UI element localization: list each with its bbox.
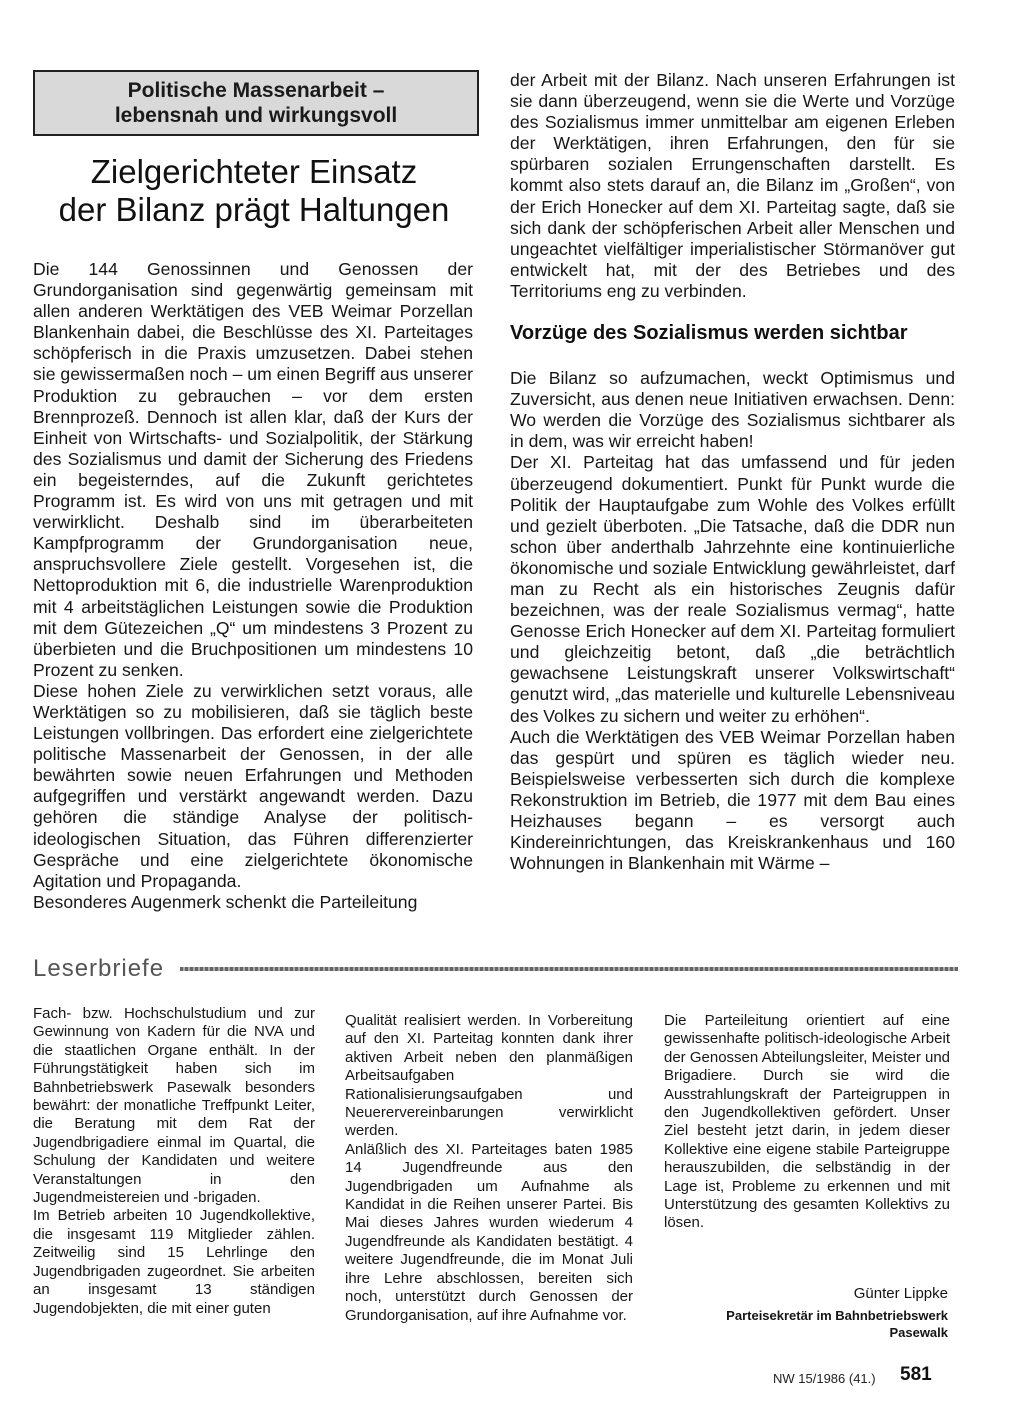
page-number: 581 (900, 1364, 932, 1385)
article-subheading: Vorzüge des Sozialismus werden sichtbar (510, 322, 908, 345)
letter-column-1 (33, 1005, 315, 1318)
letter-author: Günter Lippke (853, 1285, 948, 1302)
letter-paragraph: Qualität realisiert werden. In Vorbereitung auf den XI. Parteitag konnten dank ihrer aktiven Arbeit neben den planmäßigen Arbeitsaufgaben Rationalisierungsaufgaben und Neuerervereinbarungen verwirklicht werden. (345, 1012, 633, 1140)
article-paragraph: Der XI. Parteitag hat das umfassend und für jeden überzeugend dokumentiert. Punkt für Punkt wurde die Politik der Hauptaufgabe zum Wohle des Volkes erfüllt und gezielt überboten. „Die Tatsache, daß die DDR nun schon über anderthalb Jahrzehnte eine kontinuierliche ökonomische und soziale Entwicklung gewährleistet, darf man zu Recht als ein historisches Zeugnis dafür bezeichnen, was der reale Sozialismus vermag“, hatte Genosse Erich Honecker auf dem XI. Parteitag formuliert und gleichzeitig betont, daß „die beträchtlich gewachsene Leistungskraft unserer Volkswirtschaft“ genutzt wird, „das materielle und kulturelle Lebensniveau des Volkes zu sichern und weiter zu erhöhen“. (510, 452, 955, 726)
letter-column-3 (664, 1012, 950, 1233)
letter-column-2 (345, 1012, 633, 1325)
letter-paragraph: Fach- bzw. Hochschulstudium und zur Gewinnung von Kadern für die NVA und die staatlichen Organe enthält. In der Führungstätigkeit haben sich im Bahnbetriebswerk Pasewalk besonders bewährt: der monatliche Treffpunkt Leiter, die Beratung mit dem Rat der Jugendbrigadiere einmal im Quartal, die Schulung der Kandidaten und weitere Veranstaltungen in den Jugendmeistereien und -brigaden. (33, 1005, 315, 1207)
article-paragraph: Diese hohen Ziele zu verwirklichen setzt voraus, alle Werktätigen so zu mobilisieren, daß sie täglich beste Leistungen vollbringen. Das erfordert eine zielgerichtete politische Massenarbeit der Genossen, in der alle bewährten sowie neuen Erfahrungen und Methoden aufgegriffen und verstärkt angewandt werden. Dazu gehören die ständige Analyse der politisch-ideologischen Situation, das Führen differenzierter Gespräche und eine zielgerichtete ökonomische Agitation und Propaganda. (33, 680, 473, 891)
article-column-2 (510, 70, 955, 874)
section-label-leserbriefe: Leserbriefe (33, 955, 165, 982)
kicker-box (33, 70, 479, 136)
article-headline (33, 153, 475, 229)
article-paragraph: Die 144 Genossinnen und Genossen der Grundorganisation sind gegenwärtig gemeinsam mit allen anderen Werktätigen des VEB Weimar Porzellan Blankenhain dabei, die Beschlüsse des XI. Parteitages schöpferisch in die Praxis umzusetzen. Dabei stehen sie gewissermaßen noch – um einen Begriff aus unserer Produktion zu gebrauchen – vor dem ersten Brennprozeß. Dennoch ist allen klar, daß der Kurs der Einheit von Wirtschafts- und Sozialpolitik, der Stärkung des Sozialismus und damit der Sicherung des Friedens ein begeisterndes, auf die Zukunft gerichtetes Programm ist. Es wird von uns mit getragen und mit verwirklicht. Deshalb sind im überarbeiteten Kampfprogramm der Grundorganisation neue, anspruchsvollere Ziele gestellt. Vorgesehen ist, die Nettoproduktion mit 6, die industrielle Warenproduktion mit 4 arbeitstäglichen Leistungen sowie die Produktion mit dem Gütezeichen „Q“ um mindestens 3 Prozent zu überbieten und die Bruchpositionen um mindestens 10 Prozent zu senken. (33, 259, 473, 680)
headline-line-2: der Bilanz prägt Haltungen (58, 191, 450, 228)
issue-reference: NW 15/1986 (41.) (773, 1371, 876, 1386)
letter-paragraph: Die Parteileitung orientiert auf eine gewissenhafte politisch-ideologische Arbeit der Genossen Abteilungsleiter, Meister und Brigadiere. Durch sie wird die Ausstrahlungskraft der Parteigruppen in den Jugendkollektiven gefördert. Unser Ziel besteht jetzt darin, in jedem dieser Kollektive eine eigene stabile Parteigruppe herauszubilden, die selbständig in der Lage ist, Probleme zu erkennen und mit Unterstützung des gesamten Kollektivs zu lösen. (664, 1012, 951, 1232)
letter-paragraph: Anläßlich des XI. Parteitages baten 1985 14 Jugendfreunde aus den Jugendbrigaden um Aufnahme als Kandidat in die Reihen unserer Partei. Bis Mai dieses Jahres wurden wiederum 4 Jugendfreunde als Kandidaten bestätigt. 4 weitere Jugendfreunde, die im Monat Juli ihre Lehre abschlossen, bereiten sich noch, unterstützt durch Genossen der Grundorganisation, auf ihre Aufnahme vor. (345, 1140, 633, 1324)
author-role-line-2: Pasewalk (889, 1325, 948, 1340)
headline-line-1: Zielgerichteter Einsatz (90, 153, 418, 190)
author-role-line-1: Parteisekretär im Bahnbetriebswerk (726, 1308, 948, 1323)
section-divider (180, 967, 958, 971)
article-paragraph: Besonderes Augenmerk schenkt die Parteileitung (33, 891, 418, 912)
letter-author-role (664, 1307, 948, 1341)
kicker-line-1: Politische Massenarbeit – (127, 79, 385, 102)
article-column-1 (33, 259, 473, 913)
article-paragraph: Die Bilanz so aufzumachen, weckt Optimismus und Zuversicht, aus denen neue Initiativen erwachsen. Denn: Wo werden die Vorzüge des Sozialismus sichtbarer als in dem, was wir erreicht haben! (510, 368, 955, 452)
article-paragraph: Auch die Werktätigen des VEB Weimar Porzellan haben das gespürt und spüren es täglich wieder neu. Beispielsweise verbesserten sich durch die komplexe Rekonstruktion im Betrieb, die 1977 mit dem Bau eines Heizhauses begann – es versorgt auch Kindereinrichtungen, das Kreiskrankenhaus und 160 Wohnungen in Blankenhain mit Wärme – (510, 726, 955, 874)
article-paragraph: der Arbeit mit der Bilanz. Nach unseren Erfahrungen ist sie dann überzeugend, wenn sie die Werte und Vorzüge des Sozialismus immer unmittelbar am eigenen Erleben der Werktätigen, ihren Erfahrungen, den für sie spürbaren sozialen Errungenschaften darstellt. Es kommt also stets darauf an, die Bilanz im „Großen“, von der Erich Honecker auf dem XI. Parteitag sagte, daß sie sich dank der schöpferischen Arbeit aller Menschen und ungeachtet vielfältiger imperialistischer Störmanöver gut entwickelt hat, mit der des Betriebes und des Territoriums eng zu verbinden. (510, 70, 955, 301)
letter-paragraph: Im Betrieb arbeiten 10 Jugendkollektive, die insgesamt 119 Mitglieder zählen. Zeitweilig sind 15 Lehrlinge den Jugendbrigaden zugeordnet. Sie arbeiten an insgesamt 13 ständigen Jugendobjekten, die mit einer guten (33, 1207, 315, 1317)
kicker-line-2: lebensnah und wirkungsvoll (114, 104, 398, 127)
